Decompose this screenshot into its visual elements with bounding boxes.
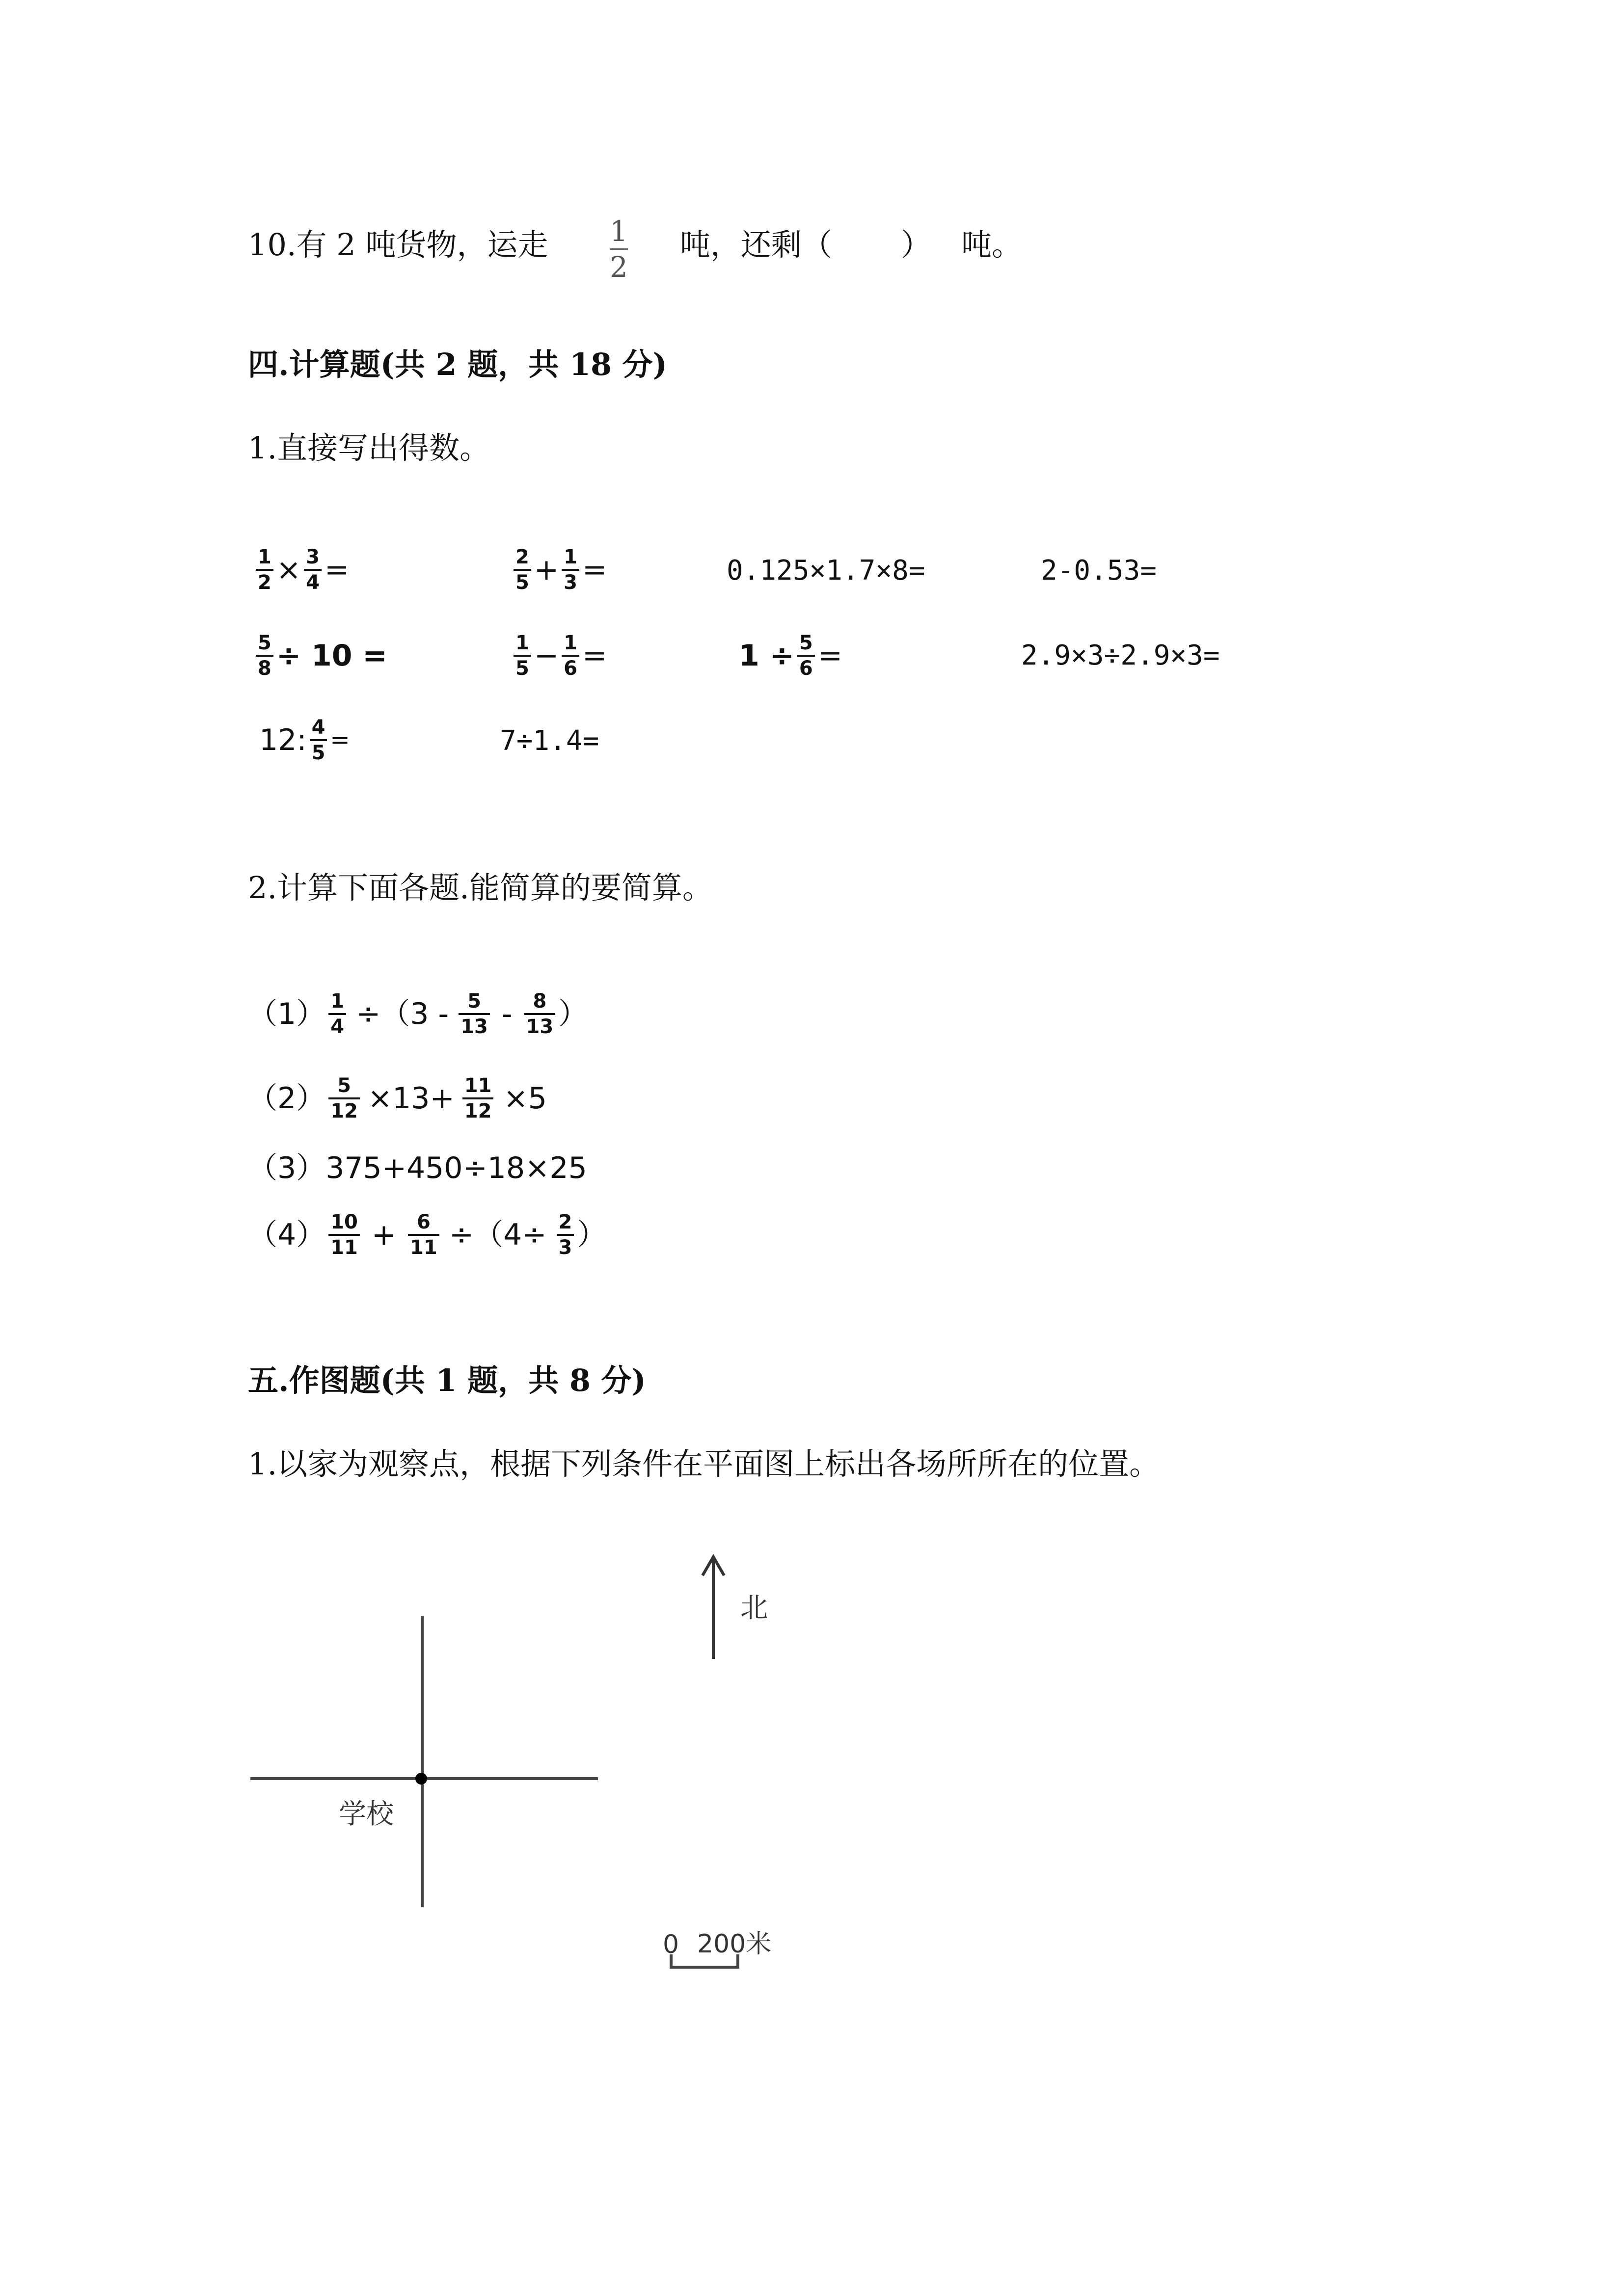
q10-frac-num: 1 [610,214,628,248]
q10-mid: 吨，还剩（ [680,227,833,263]
calc-item-3: 0.125×1.7×8= [727,555,925,587]
q2-part-1: （1） $\frac{1}{4}$ ÷（3 - $\frac{5}{13}$ - $\frac{8}{13}$ ） [248,990,588,1038]
calc-item-5: $\frac{5}{8}$ ÷ 10 = [253,633,387,678]
calc-item-1: $\frac{1}{2}$ × $\frac{3}{4}$ = [253,547,349,592]
school-label: 学校 [339,1798,394,1830]
section-4-heading: 四.计算题(共 2 题，共 18 分) [248,347,668,382]
q10-close: ） [901,227,932,263]
section-5-heading: 五.作图题(共 1 题，共 8 分) [248,1362,646,1398]
q10-prefix: 10.有 2 吨货物，运走 [248,227,548,263]
calc-item-2: $\frac{2}{5}$ + $\frac{1}{3}$ = [511,547,607,592]
scale-distance-label: 200米 [697,1929,772,1959]
calc-item-8: 2.9×3÷2.9×3= [1021,640,1220,671]
s5-q1-title: 1.以家为观察点，根据下列条件在平面图上标出各场所所在的位置。 [248,1446,1160,1482]
q10-suffix: 吨。 [961,227,1023,263]
s4-q1-title: 1.直接写出得数。 [248,430,490,466]
s4-q2-title: 2.计算下面各题.能简算的要简算。 [248,870,713,906]
q10-frac-den: 2 [610,250,628,284]
q2-part-4: （4） $\frac{10}{11}$ + $\frac{6}{11}$ ÷（4÷ $\frac{2}{3}$ ） [248,1211,607,1259]
scale-zero-label: 0 [663,1930,679,1959]
calc-item-4: 2-0.53= [1041,555,1157,587]
school-point-icon [415,1773,427,1785]
calc-item-7: 1 ÷ $\frac{5}{6}$ = [739,632,843,680]
calc-item-9: 12: $\frac{4}{5}$ = [259,716,350,764]
q2-part-2: （2） $\frac{5}{12}$ ×13+ $\frac{11}{12}$ ×5 [248,1074,547,1122]
q2-part-3: （3） 375+450÷18×25 [248,1151,587,1185]
calc-item-10: 7÷1.4= [500,725,599,757]
calc-item-6: $\frac{1}{5}$ − $\frac{1}{6}$ = [511,633,607,678]
north-label: 北 [740,1592,768,1624]
